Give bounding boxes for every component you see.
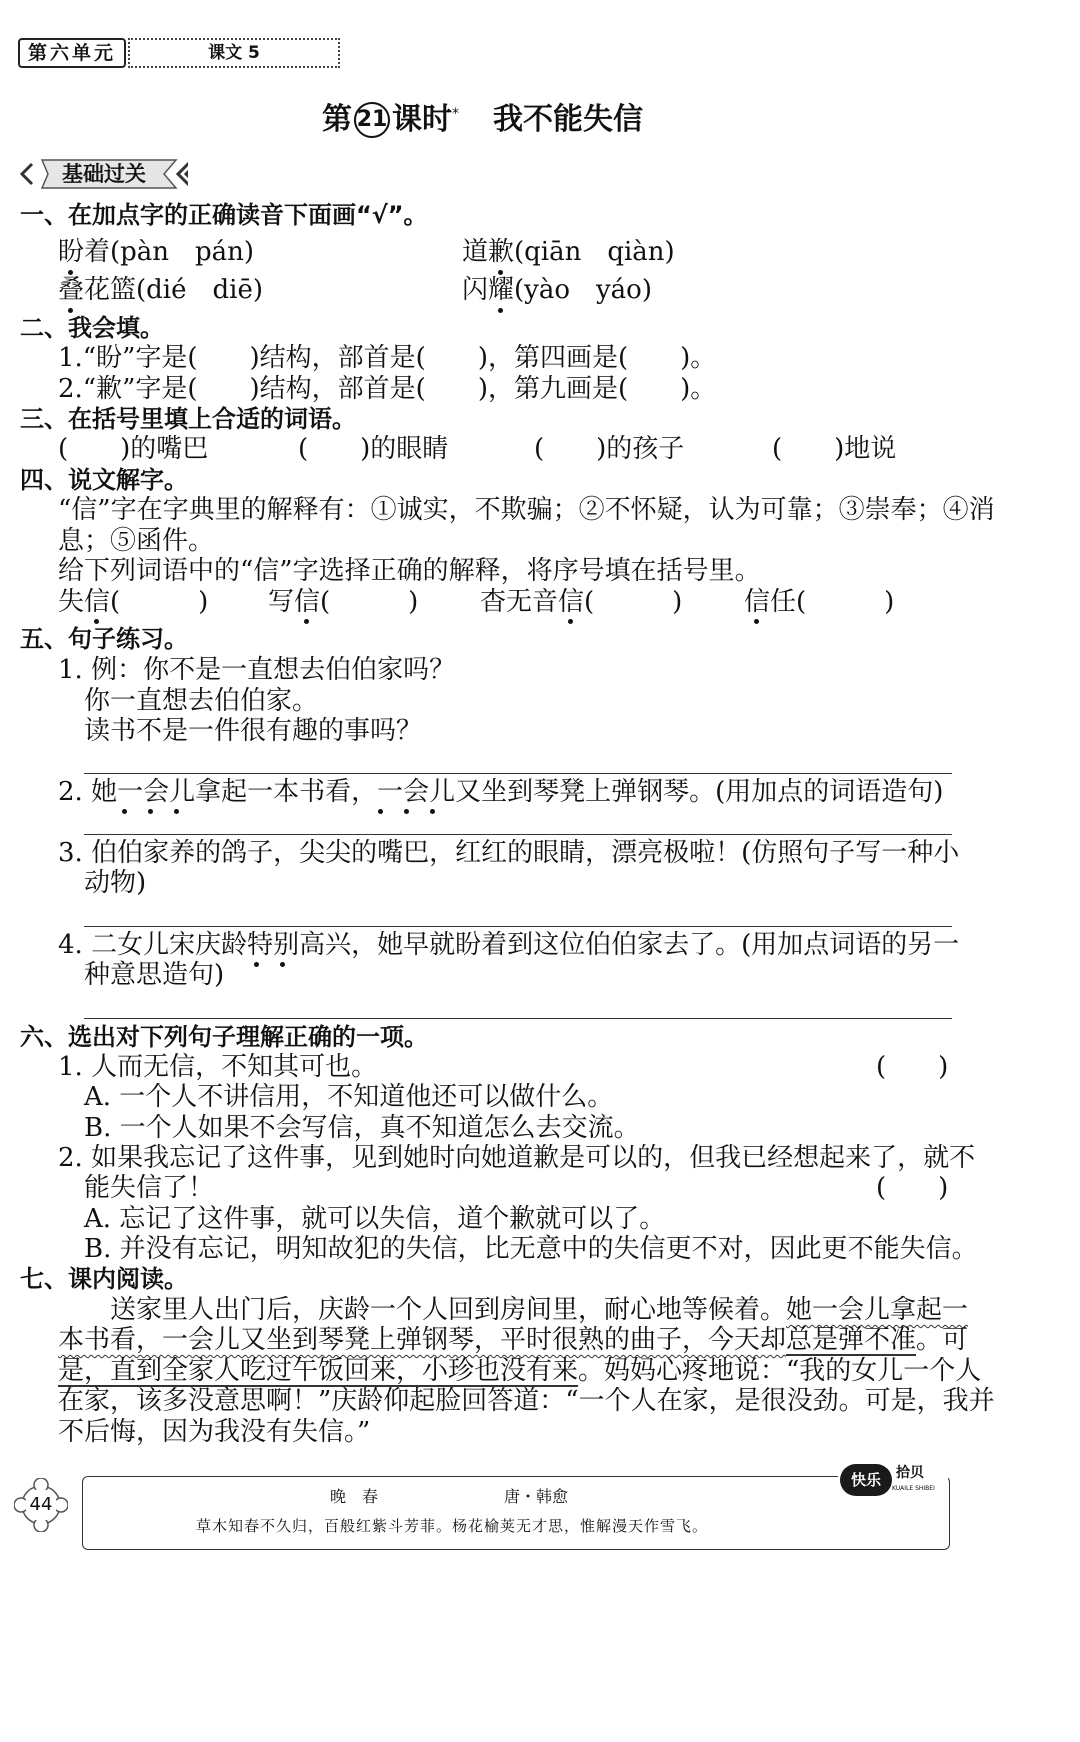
emphasis-dot bbox=[254, 962, 259, 967]
q5-item-3-line-1: 3. 伯伯家养的鸽子，尖尖的嘴巴，红红的眼睛，漂亮极啦！(仿照句子写一种小 bbox=[58, 838, 960, 868]
q4-line-1: “信”字在字典里的解释有：①诚实，不欺骗；②不怀疑，认为可靠；③崇奉；④消 bbox=[58, 495, 995, 525]
answer-line[interactable] bbox=[84, 834, 952, 835]
emphasis-dot bbox=[122, 809, 127, 814]
brand-logo bbox=[838, 1462, 948, 1502]
emphasis-dot bbox=[280, 962, 285, 967]
reading-line-1 bbox=[110, 1293, 968, 1327]
q6-item-2-line-1: 2. 如果我忘记了这件事，见到她时向她道歉是可以的，但我已经想起来了，就不 bbox=[58, 1143, 976, 1173]
emphasis-dot bbox=[304, 619, 309, 624]
lesson-number-circle: 21 bbox=[354, 102, 390, 138]
q3-heading: 三、在括号里填上合适的词语。 bbox=[20, 405, 356, 433]
q3-item-3: ( )的孩子 bbox=[534, 434, 685, 464]
q6-answer-paren-2[interactable]: ( ) bbox=[876, 1173, 949, 1203]
q3-item-4: ( )地说 bbox=[772, 434, 897, 464]
poem-author: 唐・韩愈 bbox=[504, 1487, 569, 1506]
reading-text: 。妈妈心疼地说：“我的女儿一个人 bbox=[578, 1356, 982, 1386]
title-prefix: 第 bbox=[322, 102, 352, 137]
emphasis-dot bbox=[430, 809, 435, 814]
q5-example-answer: 你一直想去伯伯家。 bbox=[84, 686, 319, 716]
emphasis-dot bbox=[404, 809, 409, 814]
page-title bbox=[322, 92, 643, 142]
answer-line[interactable] bbox=[84, 1018, 952, 1019]
reading-line-2 bbox=[58, 1323, 968, 1357]
q4-heading: 四、说文解字。 bbox=[20, 466, 188, 494]
q2-line-1: 1.“盼”字是( )结构，部首是( )，第四画是( )。 bbox=[58, 343, 717, 373]
page-number: 44 bbox=[29, 1494, 53, 1515]
q5-example: 1. 例：你不是一直想去伯伯家吗？ bbox=[58, 655, 456, 685]
q6-item-2-option-b: B. 并没有忘记，明知故犯的失信，比无意中的失信更不对，因此更不能失信。 bbox=[84, 1234, 978, 1264]
q1-item-2: 道歉(qiān qiàn) bbox=[462, 237, 675, 267]
q5-item-4-line-2: 种意思造句) bbox=[84, 960, 225, 990]
q2-heading: 二、我会填。 bbox=[20, 314, 164, 342]
q5-item-3-line-2: 动物) bbox=[84, 868, 147, 898]
q6-item-1-option-b: B. 一个人如果不会写信，真不知道怎么去交流。 bbox=[84, 1113, 640, 1143]
q4-item-4: 信任( ) bbox=[744, 587, 895, 617]
emphasis-dot bbox=[498, 270, 503, 275]
q1-heading: 一、在加点字的正确读音下面画“√”。 bbox=[20, 201, 428, 229]
poem-title: 晚 春 bbox=[330, 1487, 379, 1506]
lesson-name: 我不能失信 bbox=[493, 102, 643, 137]
q3-item-2: ( )的眼睛 bbox=[298, 434, 449, 464]
q6-item-2-line-2: 能失信了！ bbox=[84, 1173, 215, 1203]
emphasis-dot bbox=[148, 809, 153, 814]
title-suffix: 课时 bbox=[392, 102, 452, 137]
q1-item-3: 叠花篮(dié diē) bbox=[58, 275, 263, 305]
poem-text: 草木知春不久归，百般红紫斗芳菲。杨花榆荚无才思，惟解漫天作雪飞。 bbox=[196, 1517, 709, 1535]
answer-line[interactable] bbox=[84, 926, 952, 927]
q4-item-2: 写信( ) bbox=[268, 587, 419, 617]
emphasis-dot bbox=[568, 619, 573, 624]
q5-heading: 五、句子练习。 bbox=[20, 625, 188, 653]
reading-text: 送家里人出门后，庆龄一个人回到房间里，耐心地等候着。 bbox=[110, 1295, 787, 1325]
q6-item-1-option-a: A. 一个人不讲信用，不知道他还可以做什么。 bbox=[84, 1082, 614, 1112]
q1-item-4: 闪耀(yào yáo) bbox=[462, 275, 652, 305]
q3-item-1: ( )的嘴巴 bbox=[58, 434, 209, 464]
lesson-tag: 课文 5 bbox=[128, 38, 340, 68]
emphasis-dot bbox=[378, 809, 383, 814]
reading-text-underlined: 是，直到全家人吃过午饭回来，小珍也没有来 bbox=[58, 1356, 579, 1386]
q4-line-3: 给下列词语中的“信”字选择正确的解释，将序号填在括号里。 bbox=[58, 556, 761, 586]
emphasis-dot bbox=[754, 619, 759, 624]
reading-text-underlined: 总是弹不准 bbox=[786, 1325, 917, 1355]
brand-bubble: 快乐 bbox=[840, 1464, 892, 1496]
q2-line-2: 2.“歉”字是( )结构，部首是( )，第九画是( )。 bbox=[58, 374, 717, 404]
section-banner bbox=[18, 156, 188, 192]
q5-item-4-line-1: 4. 二女儿宋庆龄特别高兴，她早就盼着到这位伯伯家去了。(用加点词语的另一 bbox=[58, 930, 960, 960]
unit-label: 第六单元 bbox=[18, 38, 126, 68]
q1-item-1: 盼着(pàn pán) bbox=[58, 237, 255, 267]
reading-line-5: 不后悔，因为我没有失信。” bbox=[58, 1417, 371, 1447]
q4-item-3: 杳无音信( ) bbox=[480, 587, 683, 617]
answer-line[interactable] bbox=[84, 773, 952, 774]
emphasis-dot bbox=[498, 308, 503, 313]
q6-answer-paren-1[interactable]: ( ) bbox=[876, 1052, 949, 1082]
q5-item-1-prompt: 读书不是一件很有趣的事吗？ bbox=[84, 716, 423, 746]
q6-item-1: 1. 人而无信，不知其可也。 bbox=[58, 1052, 378, 1082]
reading-line-4: 在家，该多没意思啊！”庆龄仰起脸回答道：“一个人在家，是很没劲。可是，我并 bbox=[58, 1386, 995, 1416]
q7-heading: 七、课内阅读。 bbox=[20, 1265, 188, 1293]
banner-label: 基础过关 bbox=[62, 162, 146, 186]
title-star: * bbox=[452, 106, 459, 122]
reading-text: 。可 bbox=[916, 1325, 969, 1355]
q4-line-2: 息；⑤函件。 bbox=[58, 526, 215, 556]
q6-heading: 六、选出对下列句子理解正确的一项。 bbox=[20, 1023, 428, 1051]
q4-item-1: 失信( ) bbox=[58, 587, 209, 617]
emphasis-dot bbox=[68, 270, 73, 275]
brand-subtitle: KUAILE SHIBEI bbox=[892, 1485, 935, 1492]
reading-text-wavy: 本书看，一会儿又坐到琴凳上弹钢琴，平时很熟的曲子，今天却 bbox=[58, 1325, 787, 1355]
reading-text-wavy: 她一会儿拿起一 bbox=[786, 1295, 969, 1325]
brand-name: 拾贝 bbox=[896, 1465, 924, 1481]
emphasis-dot bbox=[174, 809, 179, 814]
page-number-badge bbox=[14, 1478, 68, 1532]
q5-item-2: 2. 她一会儿拿起一本书看，一会儿又坐到琴凳上弹钢琴。(用加点的词语造句) bbox=[58, 777, 944, 807]
reading-line-3 bbox=[58, 1354, 981, 1388]
q6-item-2-option-a: A. 忘记了这件事，就可以失信，道个歉就可以了。 bbox=[84, 1204, 666, 1234]
